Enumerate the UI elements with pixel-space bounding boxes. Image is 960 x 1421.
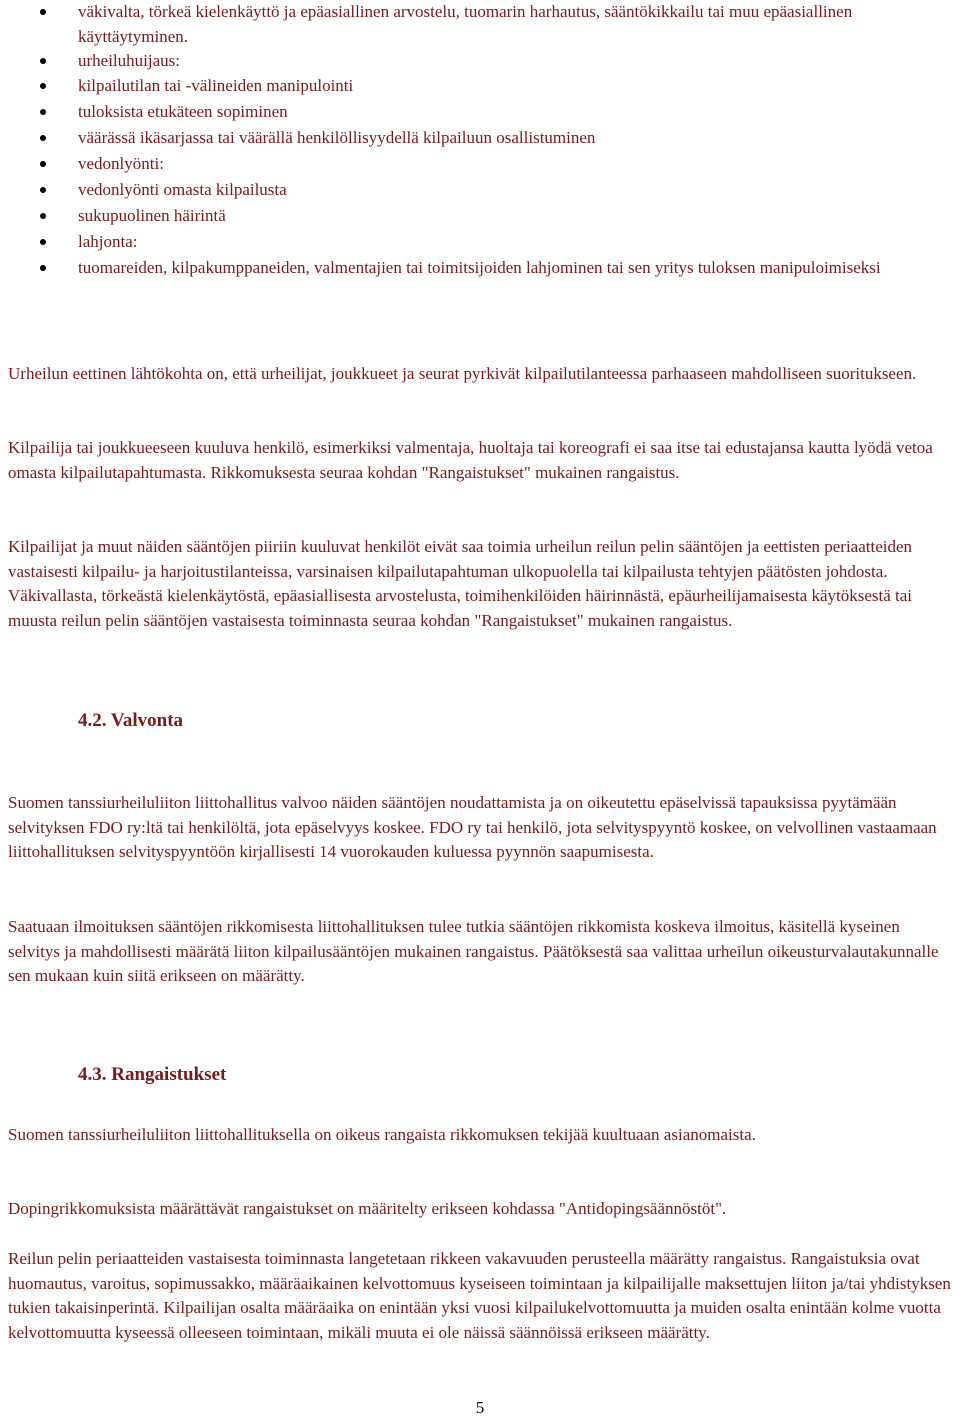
paragraph-betting: Kilpailija tai joukkueeseen kuuluva henkilö, esimerkiksi valmentaja, huoltaja tai koreografi ei saa itse tai edustajansa kautta lyödä vetoa omasta kilpailutapahtumasta. Rikkomuksesta seuraa kohdan "Rangaistukset" mukainen rangaistus. xyxy=(8,438,933,482)
list-item: tuomareiden, kilpakumppaneiden, valmentajien tai toimitsijoiden lahjominen tai sen yritys tuloksen manipuloimiseksi xyxy=(0,256,950,281)
list-item: urheiluhuijaus: xyxy=(0,49,950,74)
paragraph-fair-play: Kilpailijat ja muut näiden sääntöjen piiriin kuuluvat henkilöt eivät saa toimia urheilun reilun pelin sääntöjen ja eettisten periaatteiden vastaisesti kilpailu- ja harjoitustilanteissa, varsinaisen kilpailutapahtuman ulkopuolella tai kilpailusta tehtyjen päätösten johdosta. Väkivallasta, törkeästä kielenkäytöstä, epäasiallisesta arvostelusta, toimihenkilöiden häirinnästä, epäurheilijamaisesta käytöksestä tai muusta reilun pelin sääntöjen vastaisesta toiminnasta seuraa kohdan "Rangaistukset" mukainen rangaistus. xyxy=(8,537,913,630)
bullet-icon xyxy=(40,83,46,89)
list-item: vedonlyönti omasta kilpailusta xyxy=(0,178,950,204)
section-heading-valvonta: 4.2. Valvonta xyxy=(78,710,184,731)
list-item: sukupuolinen häirintä xyxy=(0,204,950,230)
paragraph-penalties: Reilun pelin periaatteiden vastaisesta toiminnasta langetetaan rikkeen vakavuuden perusteella määrätty rangaistus. Rangaistuksia ovat huomautus, varoitus, sopimussakko, määräaikainen kelvottomuus kyseiseen toimintaan ja kilpailijalle maksettujen liiton ja/tai yhdistyksen tukien takaisinperintä. Kilpailijan osalta määräaika on enintään yksi vuosi kilpailukelvottomuutta ja muiden osalta enintään kolme vuotta kelvottomuutta kyseessä olleeseen toimintaan, mikäli muuta ei ole näissä säännöissä erikseen määrätty. xyxy=(8,1249,951,1342)
list-item: väkivalta, törkeä kielenkäyttö ja epäasiallinen arvostelu, tuomarin harhautus, sääntökikkailu tai muu epäasiallinen käyttäytyminen. xyxy=(0,0,950,49)
paragraph-authority: Suomen tanssiurheiluliiton liittohallituksella on oikeus rangaista rikkomuksen tekijää kuultuaan asianomaista. xyxy=(8,1125,756,1144)
bullet-icon xyxy=(40,187,46,193)
list-item: väärässä ikäsarjassa tai väärällä henkilöllisyydellä kilpailuun osallistuminen xyxy=(0,126,950,152)
bullet-icon xyxy=(40,135,46,141)
list-item: tuloksista etukäteen sopiminen xyxy=(0,100,950,126)
bullet-icon xyxy=(40,9,46,15)
paragraph-investigation: Saatuaan ilmoituksen sääntöjen rikkomisesta liittohallituksen tulee tutkia sääntöjen rikkomista koskeva ilmoitus, käsitellä kyseinen selvitys ja mahdollisesti määrätä liiton kilpailusääntöjen mukainen rangaistus. Päätöksestä saa valittaa urheilun oikeusturvalautakunnalle sen mukaan kuin siitä erikseen on määrätty. xyxy=(8,917,939,985)
paragraph-doping: Dopingrikkomuksista määrättävät rangaistukset on määritelty erikseen kohdassa "Antidopingsäännöstöt". xyxy=(8,1199,727,1218)
paragraph-ethics: Urheilun eettinen lähtökohta on, että urheilijat, joukkueet ja seurat pyrkivät kilpailutilanteessa parhaaseen mahdolliseen suoritukseen. xyxy=(8,364,917,383)
bullet-icon xyxy=(40,58,46,64)
bullet-icon xyxy=(40,213,46,219)
paragraph-supervision: Suomen tanssiurheiluliiton liittohallitus valvoo näiden sääntöjen noudattamista ja on oikeutettu epäselvissä tapauksissa pyytämään selvityksen FDO ry:ltä tai henkilöltä, jota epäselvyys koskee. FDO ry tai henkilö, jota selvityspyyntö koskee, on velvollinen vastaamaan liittohallituksen selvityspyyntöön kirjallisesti 14 vuorokauden kuluessa pyynnön saapumisesta. xyxy=(8,793,937,861)
list-item: kilpailutilan tai -välineiden manipulointi xyxy=(0,74,950,100)
bullet-icon xyxy=(40,239,46,245)
list-item: lahjonta: xyxy=(0,230,950,256)
page-number: 5 xyxy=(475,1398,485,1417)
list-item: vedonlyönti: xyxy=(0,152,950,178)
bullet-icon xyxy=(40,109,46,115)
section-heading-rangaistukset: 4.3. Rangaistukset xyxy=(78,1064,227,1085)
bullet-icon xyxy=(40,161,46,167)
bullet-icon xyxy=(40,265,46,271)
violation-list xyxy=(0,0,950,281)
